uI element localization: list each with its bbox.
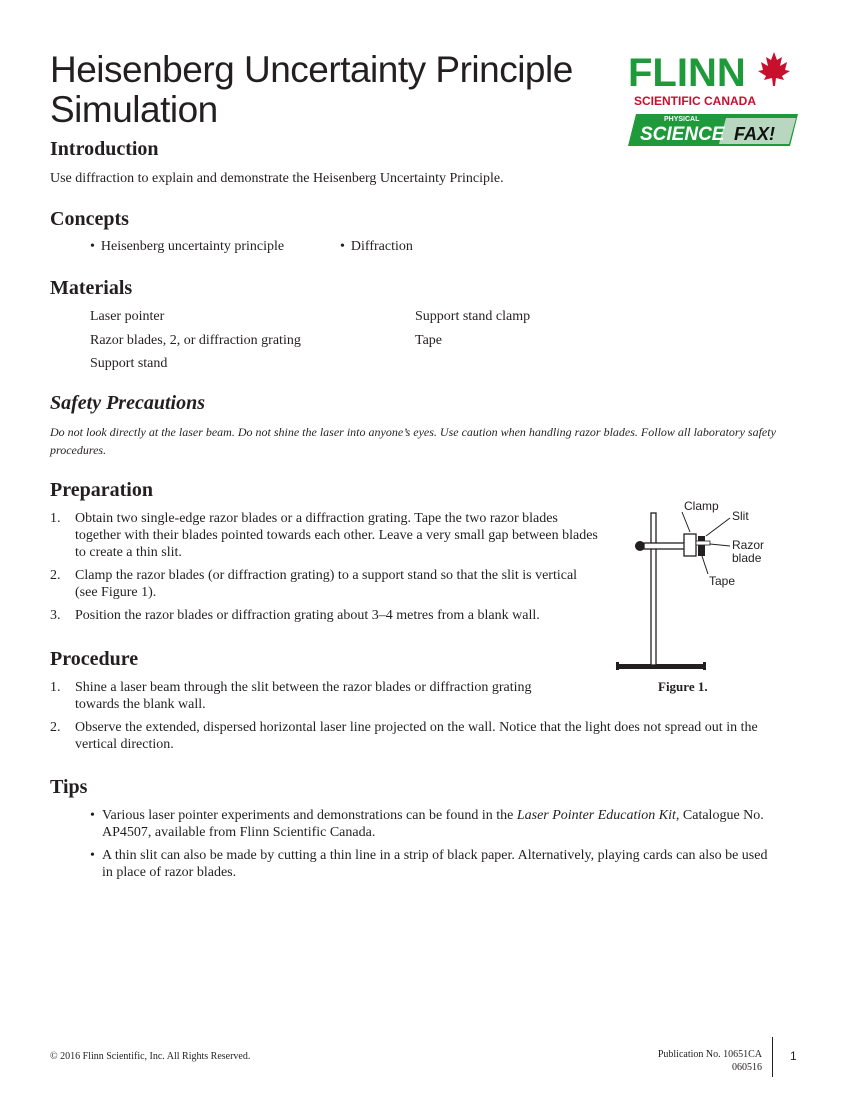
material-item: Laser pointer (90, 309, 165, 324)
page-title: Heisenberg Uncertainty Principle Simulation (50, 49, 573, 130)
tip-text: Various laser pointer experiments and demonstrations can be found in the (102, 808, 517, 823)
procedure-list (50, 679, 780, 759)
safety-text: Do not look directly at the laser beam. Do not shine the laser into anyone’s eyes. Use caution when handling razor blades. Follow all laboratory safety procedures. (50, 425, 776, 457)
tip-text: A thin slit can also be made by cutting a thin line in a strip of black paper. Alternatively, playing cards can also be used in place of razor blades. (102, 848, 768, 880)
tips-heading: Tips (50, 776, 88, 798)
logo-banner-main: SCIENCE (640, 124, 725, 145)
label-slit: Slit (732, 509, 749, 523)
step-number: 1. (50, 511, 61, 526)
flinn-logo (626, 50, 804, 148)
publication-code: 060516 (732, 1062, 762, 1073)
label-tape: Tape (709, 574, 736, 588)
concepts-heading: Concepts (50, 208, 129, 230)
list-item (50, 567, 600, 601)
list-item (50, 679, 560, 713)
material-item: Support stand clamp (415, 309, 531, 324)
step-text: Clamp the razor blades (or diffraction grating) to a support stand so that the slit is vertical (see Figure 1). (75, 568, 578, 600)
preparation-list (50, 510, 600, 630)
label-razor: Razor (732, 538, 765, 552)
material-item: Razor blades, 2, or diffraction grating (90, 333, 301, 348)
logo-banner-end: FAX! (734, 124, 776, 144)
logo-subtitle: SCIENTIFIC CANADA (634, 94, 756, 108)
maple-leaf-icon (758, 52, 790, 86)
tips-list (90, 807, 780, 887)
footer-divider (772, 1037, 773, 1077)
tip-text: Catalogue No. AP4507, available from Flinn Scientific Canada. (102, 808, 764, 840)
concept-item: • Heisenberg uncertainty principle (90, 239, 284, 255)
figure-caption: Figure 1. (658, 679, 708, 694)
safety-heading: Safety Precautions (50, 392, 205, 414)
label-blade: blade (732, 551, 762, 565)
preparation-heading: Preparation (50, 479, 153, 501)
introduction-heading: Introduction (50, 138, 159, 160)
logo-banner-small: PHYSICAL (664, 116, 700, 123)
list-item (90, 847, 780, 881)
publication-number: Publication No. 10651CA (657, 1049, 762, 1060)
list-item (50, 607, 615, 624)
logo-brand: FLINN (628, 51, 746, 95)
step-text: Observe the extended, dispersed horizontal laser line projected on the wall. Notice that the light does not spread out in the vertical direction. (75, 720, 758, 752)
step-text: Shine a laser beam through the slit between the razor blades or diffraction grating towards the blank wall. (75, 680, 532, 712)
step-number: 1. (50, 680, 61, 695)
copyright: © 2016 Flinn Scientific, Inc. All Rights Reserved. (50, 1051, 251, 1062)
procedure-heading: Procedure (50, 648, 139, 670)
material-item: Tape (415, 333, 443, 348)
support-stand-figure (606, 498, 786, 684)
list-item (90, 807, 780, 841)
tip-kit-name: Laser Pointer Education Kit, (516, 808, 680, 823)
step-number: 2. (50, 568, 61, 583)
page-number: 1 (790, 1049, 797, 1063)
step-text: Position the razor blades or diffraction grating about 3–4 metres from a blank wall. (75, 608, 540, 623)
material-item: Support stand (90, 356, 168, 371)
list-item (50, 510, 600, 561)
introduction-text: Use diffraction to explain and demonstrate the Heisenberg Uncertainty Principle. (50, 171, 504, 186)
label-clamp: Clamp (684, 499, 719, 513)
step-number: 3. (50, 608, 61, 623)
materials-heading: Materials (50, 277, 133, 299)
publication-info (658, 1048, 762, 1074)
step-text: Obtain two single-edge razor blades or a diffraction grating. Tape the two razor blades together with their blades pointed towards each other. Leave a very small gap between blades to create a thin slit. (75, 511, 598, 560)
concept-item: • Diffraction (340, 239, 413, 255)
list-item (50, 719, 780, 753)
step-number: 2. (50, 720, 61, 735)
